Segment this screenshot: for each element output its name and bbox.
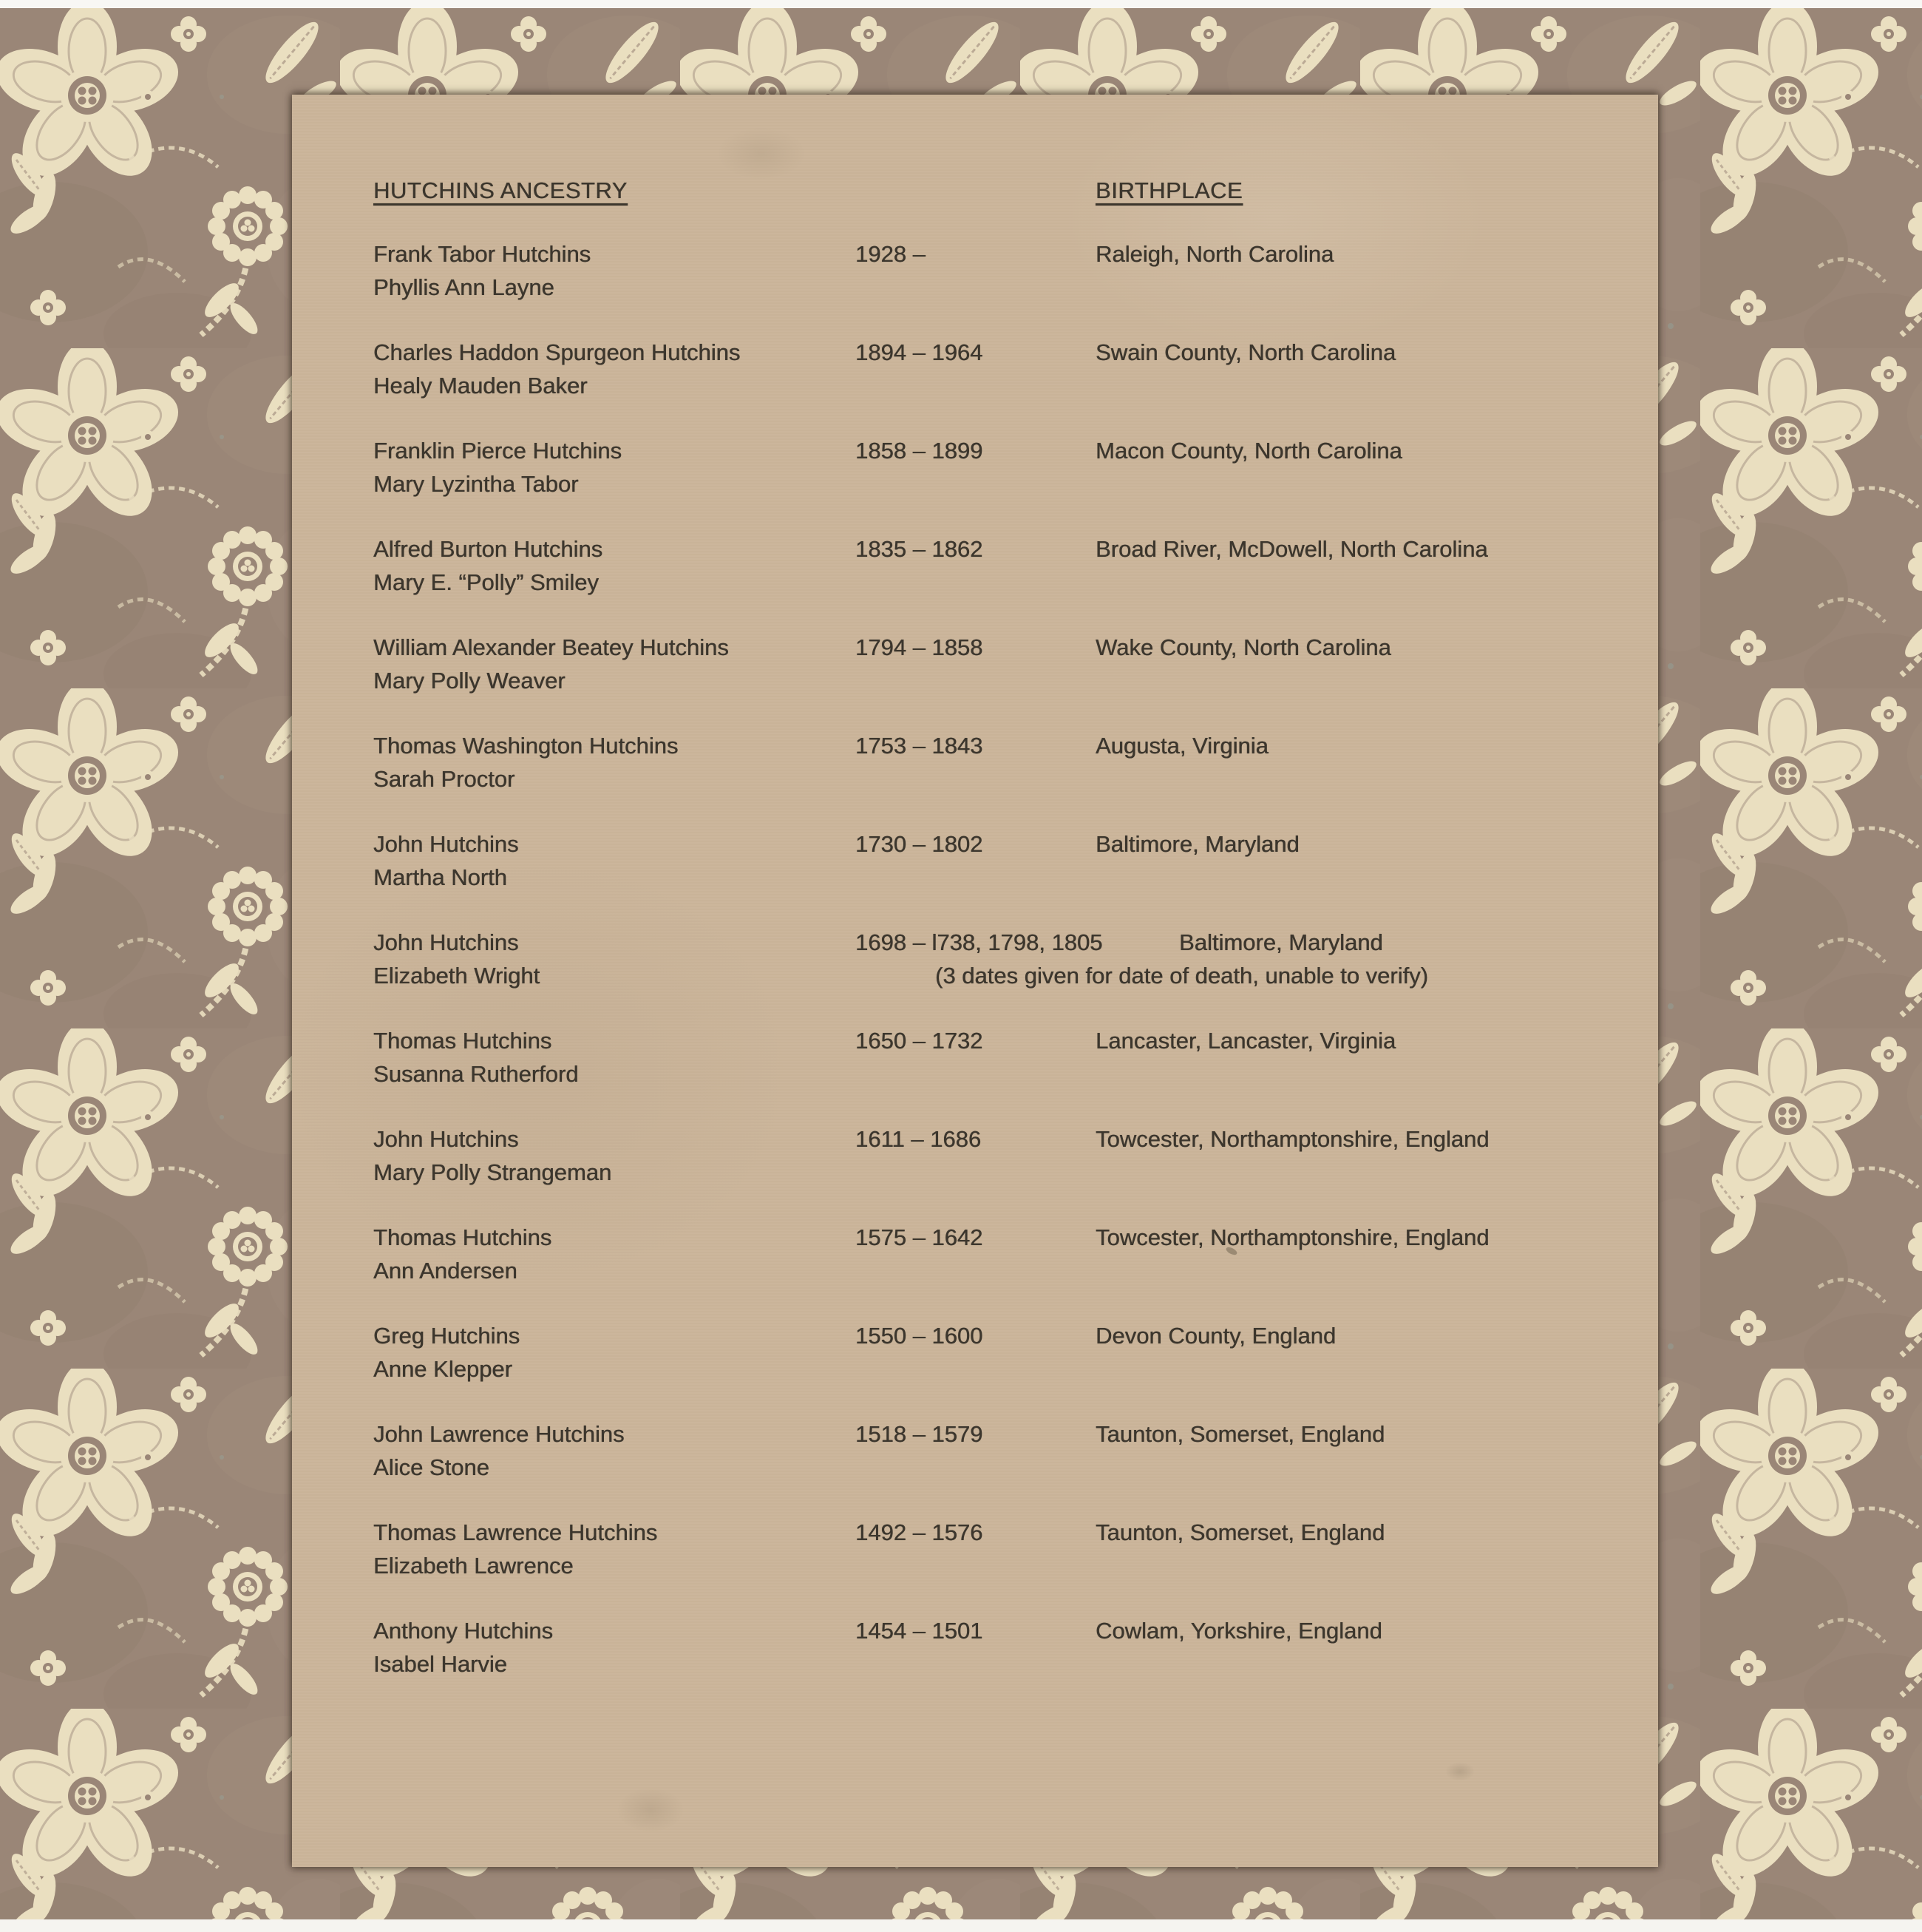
life-dates: 1730 – 1802 — [855, 831, 983, 857]
ancestor-name: Thomas Washington Hutchins — [373, 733, 679, 759]
ancestor-row — [373, 1322, 1630, 1389]
life-dates: 1698 – l738, 1798, 1805 — [855, 929, 1103, 955]
birthplace: Augusta, Virginia — [1096, 733, 1269, 759]
ancestor-name: Franklin Pierce Hutchins — [373, 438, 622, 464]
spouse-name: Alice Stone — [373, 1454, 489, 1480]
life-dates: 1550 – 1600 — [855, 1323, 983, 1349]
life-dates: 1454 – 1501 — [855, 1618, 983, 1644]
spouse-name: Elizabeth Lawrence — [373, 1553, 574, 1579]
birthplace: Taunton, Somerset, England — [1096, 1421, 1385, 1447]
birthplace: Cowlam, Yorkshire, England — [1096, 1618, 1382, 1644]
scan-edge-top — [0, 0, 1922, 8]
birthplace: Broad River, McDowell, North Carolina — [1096, 536, 1488, 562]
ancestor-row — [373, 339, 1630, 405]
ancestor-row — [373, 1125, 1630, 1192]
ancestor-row — [373, 1224, 1630, 1290]
birthplace: Taunton, Somerset, England — [1096, 1519, 1385, 1545]
ancestor-name: Thomas Hutchins — [373, 1028, 552, 1054]
paper-smudge — [1445, 1762, 1475, 1781]
ancestor-row — [373, 437, 1630, 504]
birthplace: Lancaster, Lancaster, Virginia — [1096, 1028, 1396, 1054]
life-dates: 1858 – 1899 — [855, 438, 983, 464]
life-dates: 1835 – 1862 — [855, 536, 983, 562]
spouse-name: Mary E. “Polly” Smiley — [373, 569, 599, 595]
paper — [292, 95, 1658, 1867]
spouse-name: Mary Polly Strangeman — [373, 1159, 612, 1185]
spouse-name: Healy Mauden Baker — [373, 373, 588, 399]
birthplace-header: BIRTHPLACE — [1096, 177, 1243, 203]
birthplace: Towcester, Northamptonshire, England — [1096, 1126, 1490, 1152]
ancestor-name: Charles Haddon Spurgeon Hutchins — [373, 339, 741, 365]
life-dates: 1611 – 1686 — [855, 1126, 982, 1152]
birthplace: Swain County, North Carolina — [1096, 339, 1396, 365]
ancestor-row — [373, 732, 1630, 799]
paper-smudge — [617, 1788, 684, 1832]
birthplace: Baltimore, Maryland — [1179, 929, 1383, 955]
birthplace: Macon County, North Carolina — [1096, 438, 1402, 464]
ancestor-name: Thomas Lawrence Hutchins — [373, 1519, 658, 1545]
spouse-name: Sarah Proctor — [373, 766, 515, 792]
ancestor-name: John Hutchins — [373, 1126, 519, 1152]
life-dates: 1650 – 1732 — [855, 1028, 983, 1054]
ancestor-row — [373, 929, 1630, 995]
ancestor-row — [373, 830, 1630, 897]
birthplace: Devon County, England — [1096, 1323, 1337, 1349]
life-dates: 1518 – 1579 — [855, 1421, 983, 1447]
life-dates: 1928 – — [855, 241, 926, 267]
ancestor-name: John Hutchins — [373, 929, 519, 955]
scan-edge-bottom — [0, 1919, 1922, 1932]
spouse-name: Ann Andersen — [373, 1258, 517, 1284]
spouse-name: Susanna Rutherford — [373, 1061, 579, 1087]
ancestor-name: Thomas Hutchins — [373, 1224, 552, 1250]
ancestor-row — [373, 1420, 1630, 1487]
spouse-name: Isabel Harvie — [373, 1651, 507, 1677]
life-dates: 1492 – 1576 — [855, 1519, 983, 1545]
ancestor-row — [373, 240, 1630, 307]
birthplace: Towcester, Northamptonshire, England — [1096, 1224, 1490, 1250]
spouse-name: Martha North — [373, 864, 507, 890]
spouse-name: Mary Lyzintha Tabor — [373, 471, 579, 497]
ancestor-row — [373, 535, 1630, 602]
ancestor-name: Frank Tabor Hutchins — [373, 241, 591, 267]
ancestor-name: Alfred Burton Hutchins — [373, 536, 603, 562]
birthplace: Raleigh, North Carolina — [1096, 241, 1334, 267]
ancestor-name: John Hutchins — [373, 831, 519, 857]
spouse-name: Anne Klepper — [373, 1356, 512, 1382]
ancestor-name: William Alexander Beatey Hutchins — [373, 634, 729, 660]
ancestry-header: HUTCHINS ANCESTRY — [373, 177, 628, 203]
life-dates: 1894 – 1964 — [855, 339, 983, 365]
ancestor-row — [373, 1617, 1630, 1684]
ancestor-name: Greg Hutchins — [373, 1323, 520, 1349]
life-dates: 1753 – 1843 — [855, 733, 983, 759]
paper-smudge — [717, 128, 806, 180]
ancestor-name: Anthony Hutchins — [373, 1618, 553, 1644]
death-date-note: (3 dates given for date of death, unable to verify) — [935, 963, 1428, 989]
spouse-name: Elizabeth Wright — [373, 963, 540, 989]
life-dates: 1794 – 1858 — [855, 634, 983, 660]
life-dates: 1575 – 1642 — [855, 1224, 983, 1250]
birthplace: Baltimore, Maryland — [1096, 831, 1300, 857]
ancestor-row — [373, 1027, 1630, 1094]
ancestor-row — [373, 634, 1630, 700]
ancestor-list — [373, 240, 1630, 1715]
ancestor-row — [373, 1519, 1630, 1585]
spouse-name: Mary Polly Weaver — [373, 668, 566, 694]
ancestor-name: John Lawrence Hutchins — [373, 1421, 625, 1447]
spouse-name: Phyllis Ann Layne — [373, 274, 554, 300]
birthplace: Wake County, North Carolina — [1096, 634, 1391, 660]
